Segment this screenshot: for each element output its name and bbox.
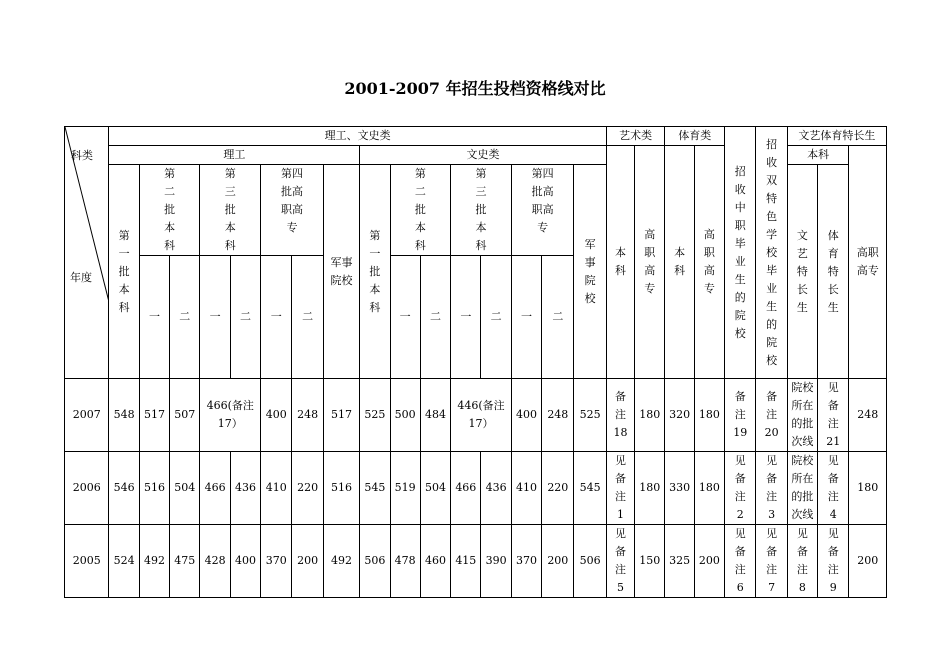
lg3-one: 一: [200, 256, 230, 379]
value-cell: 320: [665, 379, 694, 452]
value-cell: 466(备注17）: [200, 379, 261, 452]
tiyu-header: 体 育 特 长 生: [818, 165, 849, 379]
note-cell: 见 备 注 2: [725, 452, 756, 525]
value-cell: 436: [230, 452, 260, 525]
value-cell: 466: [200, 452, 230, 525]
value-cell: 390: [481, 525, 511, 598]
lg2-two: 二: [170, 256, 200, 379]
value-cell: 220: [542, 452, 574, 525]
value-cell: 506: [360, 525, 390, 598]
value-cell: 410: [261, 452, 292, 525]
note-cell: 见 备 注 7: [756, 525, 787, 598]
admission-score-table: [64, 126, 887, 598]
year-cell: 2006: [65, 452, 109, 525]
note-cell: 院校 所在 的批 次线: [787, 379, 817, 452]
value-cell: 325: [665, 525, 694, 598]
value-cell: 400: [230, 525, 260, 598]
note-cell: 备 注 20: [756, 379, 787, 452]
value-cell: 400: [511, 379, 541, 452]
value-cell: 370: [511, 525, 541, 598]
note-cell: 备 注 18: [606, 379, 634, 452]
ws3-one: 一: [451, 256, 481, 379]
value-cell: 517: [323, 379, 359, 452]
lg3-two: 二: [230, 256, 260, 379]
note-cell: 见 备 注 3: [756, 452, 787, 525]
value-cell: 545: [360, 452, 390, 525]
ws2-two: 二: [420, 256, 450, 379]
group-ligong-wenshi: 理工、文史类: [109, 127, 606, 146]
value-cell: 492: [139, 525, 169, 598]
ws4-one: 一: [511, 256, 541, 379]
value-cell: 516: [139, 452, 169, 525]
ws-second-batch-header: 第 二 批 本 科: [390, 165, 451, 256]
value-cell: 484: [420, 379, 450, 452]
value-cell: 200: [292, 525, 323, 598]
value-cell: 460: [420, 525, 450, 598]
group-art: 艺术类: [606, 127, 665, 146]
special-gaozhi-header: 高职 高专: [849, 146, 887, 379]
value-cell: 524: [109, 525, 139, 598]
value-cell: 200: [849, 525, 887, 598]
table-row: [65, 379, 887, 452]
value-cell: 180: [849, 452, 887, 525]
value-cell: 436: [481, 452, 511, 525]
wenyi-header: 文 艺 特 长 生: [787, 165, 817, 379]
value-cell: 475: [170, 525, 200, 598]
corner-category-label: 科类: [71, 149, 93, 162]
lg4-two: 二: [292, 256, 323, 379]
lg-fourth-batch-header: 第四 批高 职高 专: [261, 165, 324, 256]
value-cell: 478: [390, 525, 420, 598]
pe-benke-header: 本 科: [665, 146, 694, 379]
value-cell: 248: [542, 379, 574, 452]
value-cell: 200: [542, 525, 574, 598]
ws-military-header: 军 事 院 校: [574, 165, 606, 379]
value-cell: 180: [635, 379, 665, 452]
zhongzhi-header: 招 收 中 职 毕 业 生 的 院 校: [725, 127, 756, 379]
pe-gaozhi-header: 高 职 高 专: [694, 146, 724, 379]
value-cell: 546: [109, 452, 139, 525]
note-cell: 院校 所在 的批 次线: [787, 452, 817, 525]
ws4-two: 二: [542, 256, 574, 379]
value-cell: 466: [451, 452, 481, 525]
value-cell: 410: [511, 452, 541, 525]
ws-fourth-batch-header: 第四 批高 职高 专: [511, 165, 574, 256]
value-cell: 525: [574, 379, 606, 452]
value-cell: 517: [139, 379, 169, 452]
value-cell: 180: [635, 452, 665, 525]
year-cell: 2005: [65, 525, 109, 598]
value-cell: 506: [574, 525, 606, 598]
value-cell: 220: [292, 452, 323, 525]
group-pe: 体育类: [665, 127, 725, 146]
value-cell: 330: [665, 452, 694, 525]
page-title: 2001-2007 年招生投档资格线对比: [344, 79, 606, 98]
value-cell: 200: [694, 525, 724, 598]
value-cell: 507: [170, 379, 200, 452]
lg4-one: 一: [261, 256, 292, 379]
year-cell: 2007: [65, 379, 109, 452]
lg-military-header: 军事 院校: [323, 165, 359, 379]
ws3-two: 二: [481, 256, 511, 379]
note-cell: 见 备 注 5: [606, 525, 634, 598]
corner-year-label: 年度: [70, 271, 92, 284]
note-cell: 见 备 注 9: [818, 525, 849, 598]
value-cell: 150: [635, 525, 665, 598]
ws2-one: 一: [390, 256, 420, 379]
note-cell: 见 备 注 8: [787, 525, 817, 598]
table-row: [65, 525, 887, 598]
lg2-one: 一: [139, 256, 169, 379]
sub-ligong: 理工: [109, 146, 360, 165]
value-cell: 400: [261, 379, 292, 452]
shuangse-header: 招 收 双 特 色 学 校 毕 业 生 的 院 校: [756, 127, 787, 379]
value-cell: 504: [420, 452, 450, 525]
value-cell: 248: [292, 379, 323, 452]
sub-wenshi: 文史类: [360, 146, 607, 165]
lg-third-batch-header: 第 三 批 本 科: [200, 165, 261, 256]
note-cell: 见 备 注 6: [725, 525, 756, 598]
value-cell: 446(备注17）: [451, 379, 512, 452]
ws-third-batch-header: 第 三 批 本 科: [451, 165, 512, 256]
value-cell: 504: [170, 452, 200, 525]
lg-second-batch-header: 第 二 批 本 科: [139, 165, 200, 256]
value-cell: 428: [200, 525, 230, 598]
value-cell: 525: [360, 379, 390, 452]
note-cell: 备 注 19: [725, 379, 756, 452]
art-benke-header: 本 科: [606, 146, 634, 379]
value-cell: 500: [390, 379, 420, 452]
group-special-students: 文艺体育特长生: [787, 127, 886, 146]
table-row: [65, 452, 887, 525]
art-gaozhi-header: 高 职 高 专: [635, 146, 665, 379]
value-cell: 180: [694, 452, 724, 525]
note-cell: 见 备 注 1: [606, 452, 634, 525]
value-cell: 492: [323, 525, 359, 598]
special-benke-header: 本科: [787, 146, 849, 165]
value-cell: 370: [261, 525, 292, 598]
value-cell: 516: [323, 452, 359, 525]
value-cell: 548: [109, 379, 139, 452]
value-cell: 248: [849, 379, 887, 452]
note-cell: 见 备 注 21: [818, 379, 849, 452]
value-cell: 519: [390, 452, 420, 525]
value-cell: 545: [574, 452, 606, 525]
note-cell: 见 备 注 4: [818, 452, 849, 525]
lg-first-batch-header: 第 一 批 本 科: [109, 165, 139, 379]
ws-first-batch-header: 第 一 批 本 科: [360, 165, 390, 379]
corner-header-cell: [65, 127, 109, 379]
value-cell: 180: [694, 379, 724, 452]
value-cell: 415: [451, 525, 481, 598]
